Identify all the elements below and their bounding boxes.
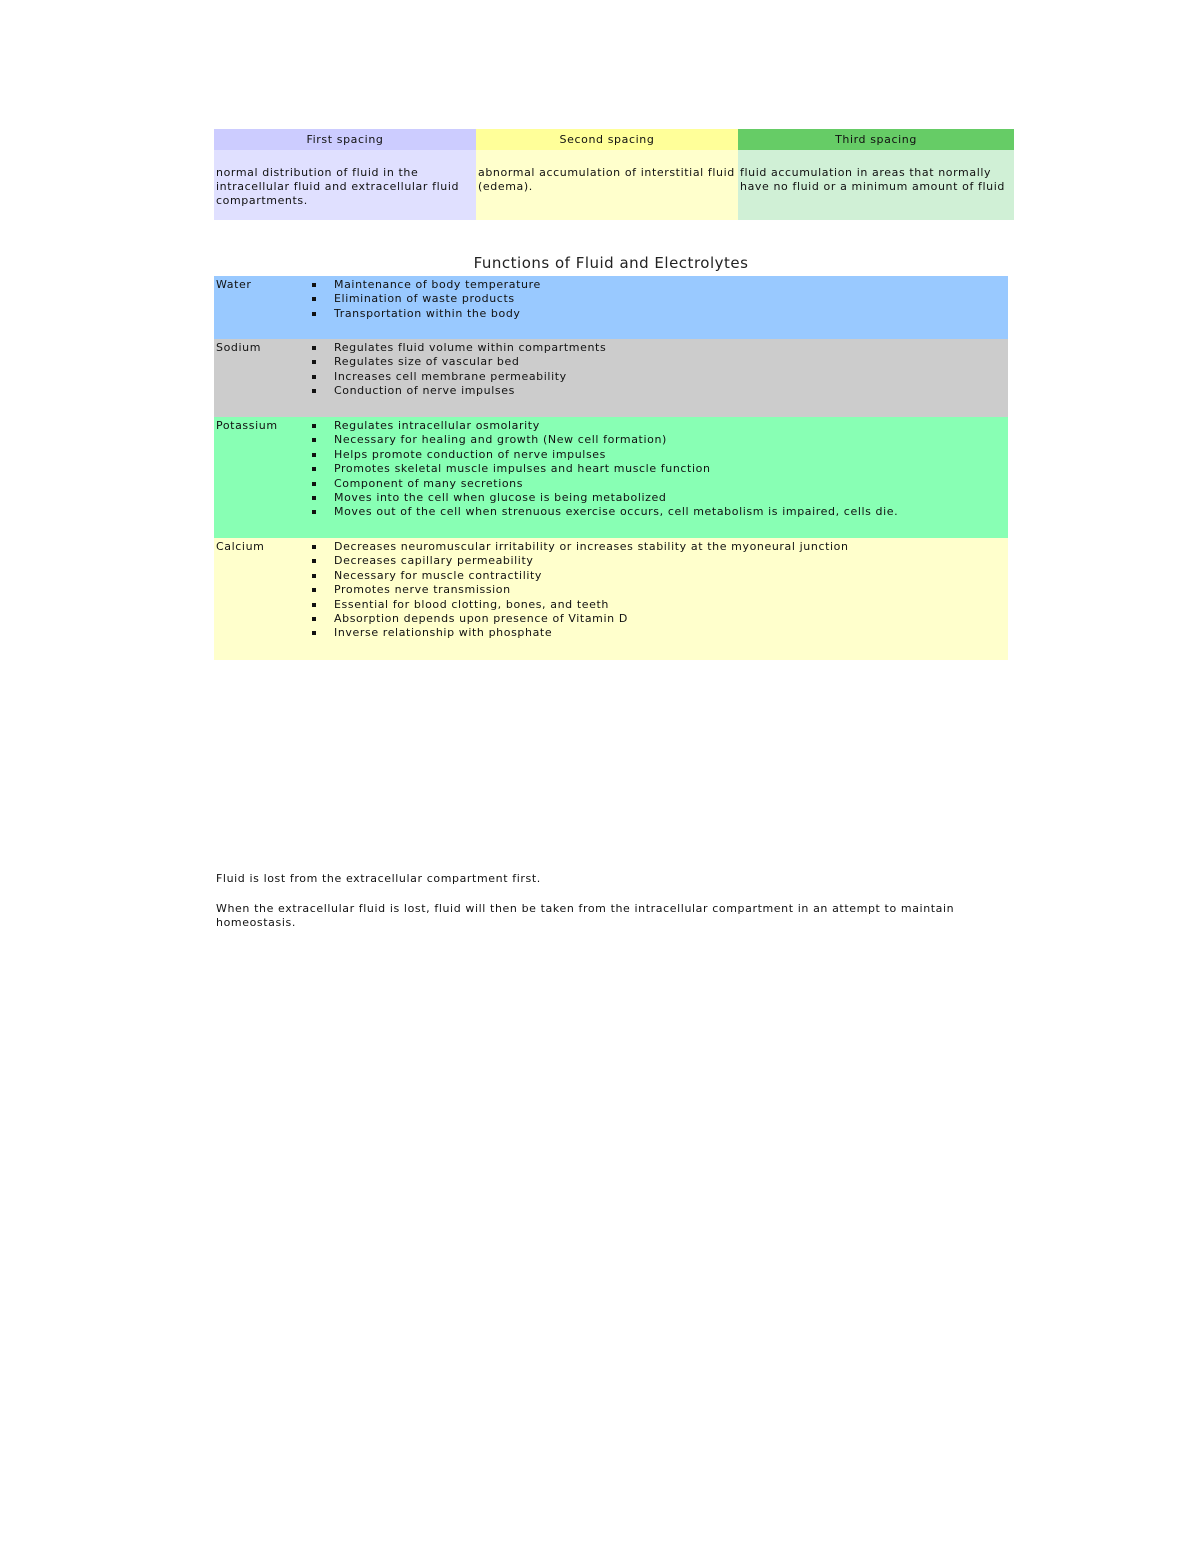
calcium-row bbox=[214, 538, 1008, 660]
list-item: Moves into the cell when glucose is being metabolized bbox=[312, 491, 898, 505]
list-item: Maintenance of body temperature bbox=[312, 278, 541, 292]
electrolyte-name: Water bbox=[216, 278, 252, 291]
list-item: Promotes skeletal muscle impulses and heart muscle function bbox=[312, 462, 898, 476]
list-item: Regulates intracellular osmolarity bbox=[312, 419, 898, 433]
list-item: Component of many secretions bbox=[312, 477, 898, 491]
list-item: Decreases capillary permeability bbox=[312, 554, 849, 568]
electrolyte-name: Potassium bbox=[216, 419, 278, 432]
water-row bbox=[214, 276, 1008, 339]
third-spacing-header: Third spacing bbox=[738, 129, 1014, 150]
list-item: Promotes nerve transmission bbox=[312, 583, 849, 597]
note-paragraph: Fluid is lost from the extracellular compartment first. bbox=[216, 872, 541, 885]
spacing-description-row bbox=[214, 150, 1014, 220]
list-item: Necessary for healing and growth (New cell formation) bbox=[312, 433, 898, 447]
list-item: Elimination of waste products bbox=[312, 292, 541, 306]
second-spacing-header: Second spacing bbox=[476, 129, 738, 150]
functions-title: Functions of Fluid and Electrolytes bbox=[473, 254, 749, 272]
function-list bbox=[312, 276, 541, 339]
first-spacing-header: First spacing bbox=[214, 129, 476, 150]
function-list bbox=[312, 538, 849, 660]
note-paragraph: When the extracellular fluid is lost, fluid will then be taken from the intracellular compartment in an attempt to maintain homeostasis. bbox=[216, 902, 955, 929]
electrolyte-name: Sodium bbox=[216, 341, 262, 354]
first-spacing-description: normal distribution of fluid in the intracellular fluid and extracellular fluid compartments. bbox=[214, 150, 476, 220]
list-item: Regulates fluid volume within compartments bbox=[312, 341, 606, 355]
list-item: Increases cell membrane permeability bbox=[312, 370, 606, 384]
list-item: Decreases neuromuscular irritability or increases stability at the myoneural junction bbox=[312, 540, 849, 554]
function-list bbox=[312, 417, 898, 538]
list-item: Conduction of nerve impulses bbox=[312, 384, 606, 398]
list-item: Necessary for muscle contractility bbox=[312, 569, 849, 583]
notes-section bbox=[216, 872, 956, 946]
third-spacing-description: fluid accumulation in areas that normally have no fluid or a minimum amount of fluid bbox=[738, 150, 1014, 220]
list-item: Inverse relationship with phosphate bbox=[312, 626, 849, 640]
electrolyte-functions-table bbox=[214, 276, 1008, 660]
list-item: Transportation within the body bbox=[312, 307, 541, 321]
list-item: Moves out of the cell when strenuous exercise occurs, cell metabolism is impaired, cells die. bbox=[312, 505, 898, 519]
list-item: Helps promote conduction of nerve impulses bbox=[312, 448, 898, 462]
list-item: Essential for blood clotting, bones, and teeth bbox=[312, 598, 849, 612]
spacing-header-row bbox=[214, 129, 1014, 150]
fluid-spacing-table bbox=[214, 129, 1014, 220]
function-list bbox=[312, 339, 606, 417]
electrolyte-name: Calcium bbox=[216, 540, 265, 553]
sodium-row bbox=[214, 339, 1008, 417]
list-item: Regulates size of vascular bed bbox=[312, 355, 606, 369]
potassium-row bbox=[214, 417, 1008, 538]
list-item: Absorption depends upon presence of Vitamin D bbox=[312, 612, 849, 626]
second-spacing-description: abnormal accumulation of interstitial fluid (edema). bbox=[476, 150, 738, 220]
